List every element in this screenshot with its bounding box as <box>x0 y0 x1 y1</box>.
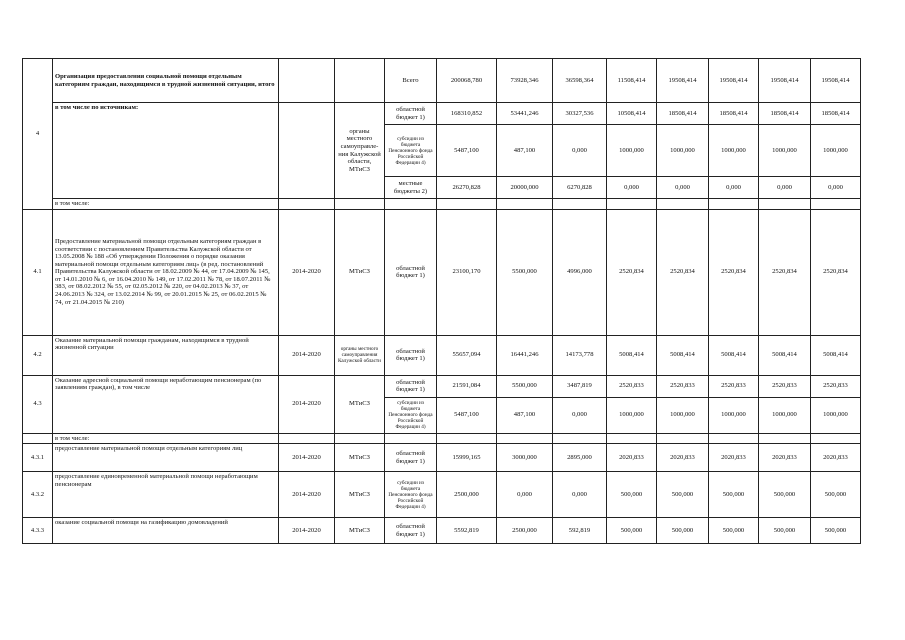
activity-name: предоставление единовременной материальной помощи неработающим пенсионерам <box>53 472 279 518</box>
table-row <box>23 59 861 103</box>
value-cell: 0,000 <box>497 472 553 518</box>
value-cell: 5487,100 <box>437 125 497 177</box>
value-cell: 1000,000 <box>607 397 657 433</box>
value-cell: 0,000 <box>657 177 709 199</box>
value-cell: 0,000 <box>709 177 759 199</box>
value-cell: 2520,834 <box>759 209 811 335</box>
value-cell: 14173,778 <box>553 335 607 375</box>
value-cell: 2500,000 <box>497 518 553 544</box>
table-row <box>23 472 861 518</box>
value-cell: 5008,414 <box>759 335 811 375</box>
executor-cell: МТиСЗ <box>335 375 385 433</box>
value-cell: 73928,346 <box>497 59 553 103</box>
table-row <box>23 209 861 335</box>
empty-cell <box>335 59 385 103</box>
value-cell: 0,000 <box>811 177 861 199</box>
table-row <box>23 444 861 472</box>
value-cell: 500,000 <box>811 472 861 518</box>
row-index: 4.3.1 <box>23 444 53 472</box>
value-cell: 5008,414 <box>709 335 759 375</box>
value-cell: 2520,833 <box>811 375 861 397</box>
value-cell: 18508,414 <box>709 103 759 125</box>
value-cell: 53441,246 <box>497 103 553 125</box>
executor-cell: органы местного самоуправле-ния Калужской области, МТиСЗ <box>335 103 385 199</box>
value-cell: 0,000 <box>759 177 811 199</box>
value-cell: 1000,000 <box>607 125 657 177</box>
table-row <box>23 199 861 210</box>
table-row <box>23 103 861 125</box>
executor-cell: МТиСЗ <box>335 518 385 544</box>
value-cell: 500,000 <box>759 472 811 518</box>
value-cell: 5500,000 <box>497 375 553 397</box>
period-cell: 2014-2020 <box>279 472 335 518</box>
executor-cell: МТиСЗ <box>335 444 385 472</box>
value-cell: 2520,834 <box>607 209 657 335</box>
value-cell: 5008,414 <box>657 335 709 375</box>
row-index: 4.3.3 <box>23 518 53 544</box>
sources-heading: в том числе по источникам: <box>53 103 279 199</box>
value-cell: 5008,414 <box>811 335 861 375</box>
value-cell: 18508,414 <box>811 103 861 125</box>
value-cell: 2520,833 <box>709 375 759 397</box>
value-cell: 16441,246 <box>497 335 553 375</box>
value-cell: 1000,000 <box>811 125 861 177</box>
row-index: 4.2 <box>23 335 53 375</box>
source-cell: субсидии из бюджета Пенсионного фонда Российской Федерации 4) <box>385 472 437 518</box>
value-cell: 5500,000 <box>497 209 553 335</box>
row-index: 4.1 <box>23 209 53 335</box>
source-cell: областной бюджет 1) <box>385 518 437 544</box>
value-cell: 500,000 <box>657 472 709 518</box>
value-cell: 4996,000 <box>553 209 607 335</box>
period-cell: 2014-2020 <box>279 335 335 375</box>
value-cell: 15999,165 <box>437 444 497 472</box>
activity-name: Оказание адресной социальной помощи неработающим пенсионерам (по заявлениям граждан), в том числе <box>53 375 279 433</box>
value-cell: 0,000 <box>553 472 607 518</box>
value-cell: 3487,819 <box>553 375 607 397</box>
empty-cell <box>279 103 335 199</box>
value-cell: 2520,833 <box>759 375 811 397</box>
row-index: 4 <box>23 59 53 210</box>
value-cell: 2520,834 <box>709 209 759 335</box>
source-cell: областной бюджет 1) <box>385 209 437 335</box>
table-row <box>23 335 861 375</box>
value-cell: 3000,000 <box>497 444 553 472</box>
value-cell: 18508,414 <box>759 103 811 125</box>
period-cell: 2014-2020 <box>279 518 335 544</box>
value-cell: 592,819 <box>553 518 607 544</box>
value-cell: 0,000 <box>607 177 657 199</box>
value-cell: 500,000 <box>607 518 657 544</box>
value-cell: 1000,000 <box>811 397 861 433</box>
value-cell: 500,000 <box>759 518 811 544</box>
value-cell: 36598,364 <box>553 59 607 103</box>
period-cell: 2014-2020 <box>279 444 335 472</box>
including-label: в том числе: <box>53 433 279 444</box>
source-cell: субсидии из бюджета Пенсионного фонда Российской Федерации 4) <box>385 125 437 177</box>
value-cell: 2520,833 <box>657 375 709 397</box>
activity-name: предоставление материальной помощи отдельным категориям лиц <box>53 444 279 472</box>
value-cell: 1000,000 <box>759 397 811 433</box>
value-cell: 487,100 <box>497 397 553 433</box>
section-title: Организация предоставления социальной помощи отдельным категориям граждан, находящимся в трудной жизненной ситуации, итого <box>53 59 279 103</box>
source-cell: местные бюджеты 2) <box>385 177 437 199</box>
value-cell: 500,000 <box>657 518 709 544</box>
row-index: 4.3 <box>23 375 53 433</box>
value-cell: 23100,170 <box>437 209 497 335</box>
value-cell: 2500,000 <box>437 472 497 518</box>
value-cell: 2520,834 <box>657 209 709 335</box>
source-cell: областной бюджет 1) <box>385 444 437 472</box>
value-cell: 2520,833 <box>607 375 657 397</box>
value-cell: 5487,100 <box>437 397 497 433</box>
value-cell: 2020,833 <box>657 444 709 472</box>
value-cell: 2020,833 <box>709 444 759 472</box>
value-cell: 200068,780 <box>437 59 497 103</box>
value-cell: 500,000 <box>811 518 861 544</box>
value-cell: 1000,000 <box>657 125 709 177</box>
value-cell: 10508,414 <box>607 103 657 125</box>
executor-cell: МТиСЗ <box>335 209 385 335</box>
activity-name: Оказание материальной помощи гражданам, находящимся в трудной жизненной ситуации <box>53 335 279 375</box>
value-cell: 2020,833 <box>759 444 811 472</box>
value-cell: 2020,833 <box>607 444 657 472</box>
row-index: 4.3.2 <box>23 472 53 518</box>
source-cell: областной бюджет 1) <box>385 375 437 397</box>
activity-name: оказание социальной помощи на газификацию домовладений <box>53 518 279 544</box>
table-row <box>23 433 861 444</box>
value-cell: 0,000 <box>553 125 607 177</box>
value-cell: 2020,833 <box>811 444 861 472</box>
value-cell: 500,000 <box>709 472 759 518</box>
value-cell: 6270,828 <box>553 177 607 199</box>
value-cell: 2520,834 <box>811 209 861 335</box>
period-cell: 2014-2020 <box>279 209 335 335</box>
executor-cell: органы местного самоуправления Калужской области <box>335 335 385 375</box>
value-cell: 5592,819 <box>437 518 497 544</box>
value-cell: 487,100 <box>497 125 553 177</box>
table-row <box>23 518 861 544</box>
including-label: в том числе: <box>53 199 279 210</box>
value-cell: 500,000 <box>607 472 657 518</box>
period-cell: 2014-2020 <box>279 375 335 433</box>
value-cell: 5008,414 <box>607 335 657 375</box>
value-cell: 1000,000 <box>709 125 759 177</box>
value-cell: 19508,414 <box>709 59 759 103</box>
value-cell: 19508,414 <box>759 59 811 103</box>
value-cell: 0,000 <box>553 397 607 433</box>
value-cell: 19508,414 <box>811 59 861 103</box>
value-cell: 11508,414 <box>607 59 657 103</box>
value-cell: 55657,094 <box>437 335 497 375</box>
budget-table-page <box>22 58 861 544</box>
empty-cell <box>279 59 335 103</box>
value-cell: 26270,828 <box>437 177 497 199</box>
source-cell: областной бюджет 1) <box>385 103 437 125</box>
executor-cell: МТиСЗ <box>335 472 385 518</box>
value-cell: 20000,000 <box>497 177 553 199</box>
value-cell: 1000,000 <box>709 397 759 433</box>
value-cell: 21591,084 <box>437 375 497 397</box>
source-cell: субсидии из бюджета Пенсионного фонда Российской Федерации 4) <box>385 397 437 433</box>
value-cell: 168310,852 <box>437 103 497 125</box>
value-cell: 1000,000 <box>759 125 811 177</box>
source-cell: областной бюджет 1) <box>385 335 437 375</box>
value-cell: 18508,414 <box>657 103 709 125</box>
value-cell: 1000,000 <box>657 397 709 433</box>
activity-name: Предоставление материальной помощи отдельным категориям граждан в соответствии с постановлением Правительства Калужской области от 13.05.2008 № 188 «Об утверждении Положения о порядке оказания материальной помощи отдельным категориям лиц» (в ред. постановлений Правительства Калужской области от 18.02.2009 № 44, от 17.04.2009 № 145, от 14.01.2010 № 6, от 16.04.2010 № 149, от 17.02.2011 № 78, от 18.07.2011 № 383, от 08.02.2012 № 55, от 02.05.2012 № 220, от 04.02.2013 № 37, от 24.06.2013 № 324, от 13.02.2014 № 99, от 20.01.2015 № 25, от 06.02.2015 № 74, от 21.04.2015 № 210) <box>53 209 279 335</box>
value-cell: 30327,536 <box>553 103 607 125</box>
total-label: Всего <box>385 59 437 103</box>
value-cell: 19508,414 <box>657 59 709 103</box>
table-row <box>23 375 861 397</box>
budget-table <box>22 58 861 544</box>
value-cell: 2895,000 <box>553 444 607 472</box>
value-cell: 500,000 <box>709 518 759 544</box>
